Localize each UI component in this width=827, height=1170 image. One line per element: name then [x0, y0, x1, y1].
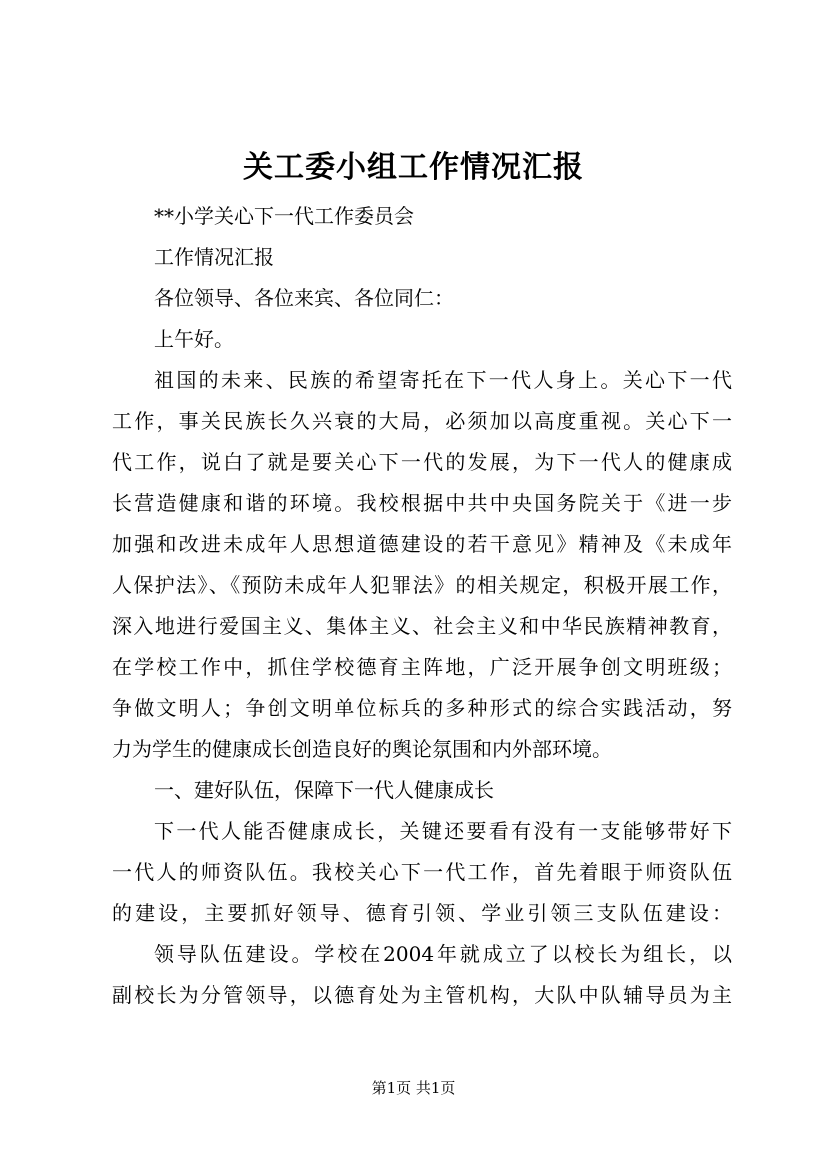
page-footer: 第1页 共1页 — [371, 1079, 456, 1097]
text-line: 长营造健康和谐的环境。我校根据中共中央国务院关于《进一步 — [112, 491, 732, 515]
text-line: 一、建好队伍，保障下一代人健康成长 — [154, 778, 494, 802]
document-body — [112, 196, 732, 1016]
text-line: **小学关心下一代工作委员会 — [154, 204, 414, 228]
text-line: 代工作，说白了就是要关心下一代的发展，为下一代人的健康成 — [112, 450, 732, 474]
text-line: 人保护法》、《预防未成年人犯罪法》的相关规定，积极开展工作， — [112, 573, 732, 597]
text-line: 一代人的师资队伍。我校关心下一代工作，首先着眼于师资队伍 — [112, 860, 732, 884]
text-line: 加强和改进未成年人思想道德建设的若干意见》精神及《未成年 — [112, 532, 732, 556]
text-line: 副校长为分管领导，以德育处为主管机构，大队中队辅导员为主 — [112, 983, 732, 1007]
text-line: 上午好。 — [154, 327, 234, 351]
text-line: 力为学生的健康成长创造良好的舆论氛围和内外部环境。 — [112, 737, 612, 761]
text-line: 领导队伍建设。学校在2004年就成立了以校长为组长，以 — [154, 942, 732, 966]
document-title: 关工委小组工作情况汇报 — [243, 150, 584, 185]
text-line: 工作情况汇报 — [154, 245, 274, 269]
text-line: 工作，事关民族长久兴衰的大局，必须加以高度重视。关心下一 — [112, 409, 732, 433]
text-line: 在学校工作中，抓住学校德育主阵地，广泛开展争创文明班级； — [112, 655, 732, 679]
text-line: 祖国的未来、民族的希望寄托在下一代人身上。关心下一代 — [154, 368, 732, 392]
text-line: 争做文明人；争创文明单位标兵的多种形式的综合实践活动，努 — [112, 696, 732, 720]
text-line: 下一代人能否健康成长，关键还要看有没有一支能够带好下 — [154, 819, 732, 843]
text-line: 深入地进行爱国主义、集体主义、社会主义和中华民族精神教育， — [112, 614, 732, 638]
text-line: 各位领导、各位来宾、各位同仁： — [154, 286, 454, 310]
text-line: 的建设，主要抓好领导、德育引领、学业引领三支队伍建设： — [112, 901, 732, 925]
